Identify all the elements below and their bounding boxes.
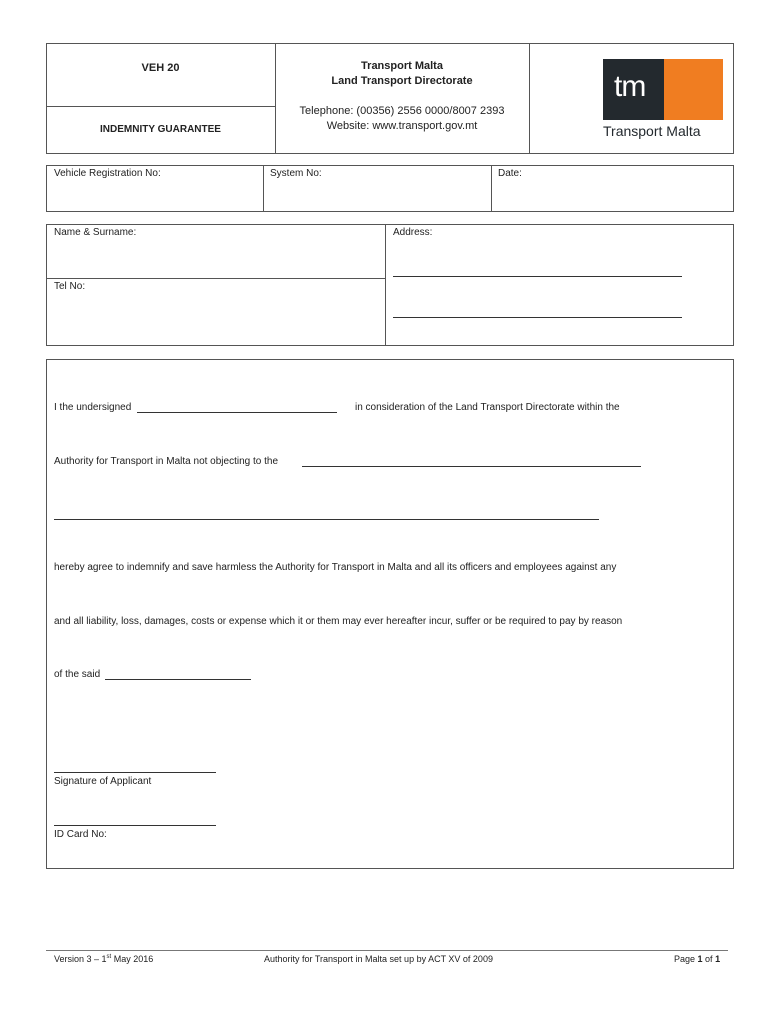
address-line-2[interactable] — [393, 317, 682, 318]
signature-line[interactable] — [54, 772, 216, 773]
footer-version — [54, 954, 153, 964]
logo-mark: tm — [614, 70, 646, 103]
declaration-line-3: hereby agree to indemnify and save harmless the Authority for Transport in Malta and all its officers and employees against any — [54, 562, 617, 573]
version-prefix: Version 3 – 1 — [54, 954, 107, 964]
org-name: Transport Malta — [361, 60, 443, 72]
version-sup: st — [106, 954, 112, 960]
continuation-blank[interactable] — [54, 519, 599, 520]
header-divider-2 — [529, 43, 530, 154]
logo-wordmark: Transport Malta — [603, 123, 701, 139]
footer-authority: Authority for Transport in Malta set up by ACT XV of 2009 — [264, 954, 493, 964]
applicant-details-table — [46, 224, 734, 346]
page-total: 1 — [715, 954, 721, 964]
undersigned-name-blank[interactable] — [137, 412, 337, 413]
address-line-1[interactable] — [393, 276, 682, 277]
header-row-divider — [46, 106, 275, 107]
form-title: INDEMNITY GUARANTEE — [100, 124, 221, 135]
page-mid: of — [702, 954, 716, 964]
directorate-name: Land Transport Directorate — [331, 75, 473, 87]
applicant-divider — [385, 224, 386, 346]
declaration-box — [46, 359, 734, 869]
said-blank[interactable] — [105, 679, 251, 680]
footer-rule — [46, 950, 728, 951]
telephone: Telephone: (00356) 2556 0000/8007 2393 — [299, 105, 505, 117]
address-label: Address: — [393, 227, 433, 238]
declaration-line-2: Authority for Transport in Malta not objecting to the — [54, 456, 279, 467]
system-no-label: System No: — [270, 168, 322, 179]
signature-label: Signature of Applicant — [54, 776, 152, 787]
page-current: 1 — [697, 954, 703, 964]
page-prefix: Page — [674, 954, 698, 964]
date-label: Date: — [498, 168, 522, 179]
id-card-label: ID Card No: — [54, 829, 107, 840]
form-code: VEH 20 — [141, 62, 180, 74]
declaration-line-1-start: I the undersigned — [54, 402, 132, 413]
declaration-line-4: and all liability, loss, damages, costs or expense which it or them may ever hereafter incur, suffer or be required to pay by reason — [54, 616, 623, 627]
vehicle-registration-label: Vehicle Registration No: — [54, 168, 161, 179]
declaration-line-1-end: in consideration of the Land Transport Directorate within the — [355, 402, 620, 413]
version-suffix: May 2016 — [111, 954, 154, 964]
footer-page — [674, 954, 720, 964]
name-surname-label: Name & Surname: — [54, 227, 137, 238]
applicant-row-divider — [46, 278, 385, 279]
vehicle-divider-2 — [491, 165, 492, 212]
vehicle-divider-1 — [263, 165, 264, 212]
id-card-line[interactable] — [54, 825, 216, 826]
website: Website: www.transport.gov.mt — [326, 120, 478, 132]
logo-orange-block — [664, 59, 723, 120]
declaration-line-5: of the said — [54, 669, 101, 680]
tel-no-label: Tel No: — [54, 281, 86, 292]
objecting-to-blank[interactable] — [302, 466, 641, 467]
